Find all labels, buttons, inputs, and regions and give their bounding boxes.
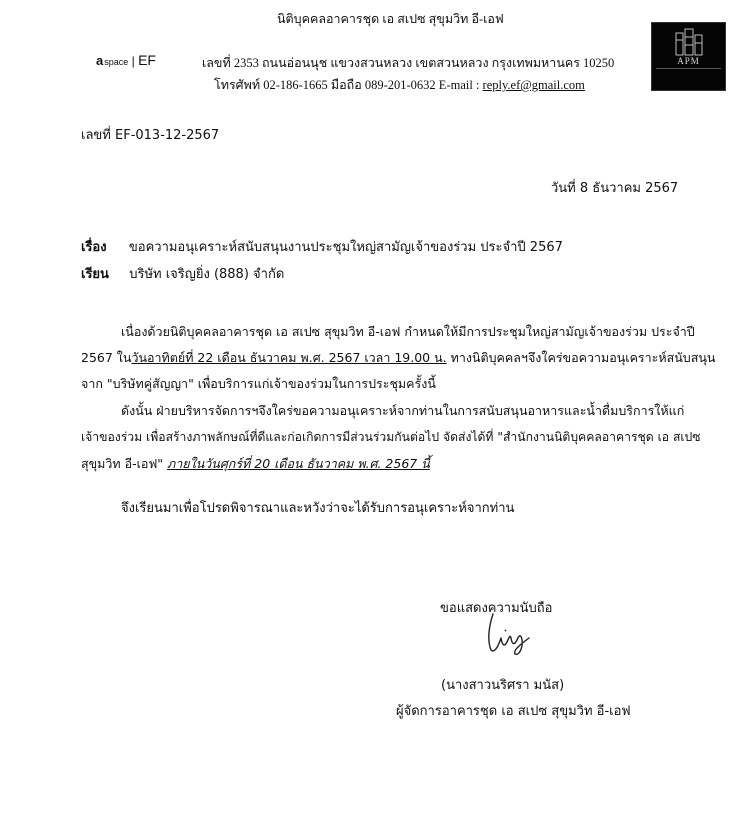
- document-date: วันที่ 8 ธันวาคม 2567: [551, 181, 679, 196]
- para1-line2: 2567 ในวันอาทิตย์ที่ 22 เดือน ธันวาคม พ.ศ. 2567 เวลา 19.00 น. ทางนิติบุคคลฯจึงใคร่ขอความอนุเคราะห์สนับสนุน: [81, 350, 716, 365]
- recipient-label: เรียน: [81, 267, 109, 282]
- recipient-text: บริษัท เจริญยิ่ง (888) จำกัด: [129, 267, 285, 282]
- org-name: นิติบุคคลอาคารชุด เอ สเปซ สุขุมวิท อี-เอฟ: [277, 12, 504, 26]
- subject-label: เรื่อง: [81, 240, 107, 255]
- para2-line3: สุขุมวิท อี-เอฟ" ภายในวันศุกร์ที่ 20 เดือน ธันวาคม พ.ศ. 2567 นี้: [81, 456, 430, 471]
- signature-image: [483, 610, 543, 658]
- document-number: เลขที่ EF-013-12-2567: [81, 128, 220, 143]
- left-logo: aspace | EF: [96, 52, 156, 68]
- meeting-date: วันอาทิตย์ที่ 22 เดือน ธันวาคม พ.ศ. 2567 เวลา 19.00 น.: [131, 350, 447, 365]
- apm-logo-text: APM: [677, 56, 700, 66]
- para1-line1: เนื่องด้วยนิติบุคคลอาคารชุด เอ สเปซ สุขุมวิท อี-เอฟ กำหนดให้มีการประชุมใหญ่สามัญเจ้าของร่วม ประจำปี: [121, 324, 695, 339]
- org-contact: โทรศัพท์ 02-186-1665 มือถือ 089-201-0632 E-mail : reply.ef@gmail.com: [214, 78, 585, 92]
- building-logo-icon: [651, 22, 726, 91]
- signer-position: ผู้จัดการอาคารชุด เอ สเปซ สุขุมวิท อี-เอฟ: [396, 704, 631, 719]
- subject-line: [81, 236, 563, 257]
- recipient-line: [81, 263, 284, 284]
- para2-line2: เจ้าของร่วม เพื่อสร้างภาพลักษณ์ที่ดีและก่อเกิดการมีส่วนร่วมกันต่อไป จัดส่งได้ที่ "สำนักงานนิติบุคคลอาคารชุด เอ สเปซ: [81, 430, 701, 444]
- para1-line3: จาก "บริษัทคู่สัญญา" เพื่อบริการแก่เจ้าของร่วมในการประชุมครั้งนี้: [81, 376, 436, 391]
- signer-name: (นางสาวนริศรา มนัส): [441, 678, 565, 693]
- org-address: เลขที่ 2353 ถนนอ่อนนุช แขวงสวนหลวง เขตสวนหลวง กรุงเทพมหานคร 10250: [202, 56, 615, 70]
- para3: จึงเรียนมาเพื่อโปรดพิจารณาและหวังว่าจะได้รับการอนุเคราะห์จากท่าน: [121, 501, 515, 516]
- closing-regards: ขอแสดงความนับถือ: [440, 601, 553, 616]
- subject-text: ขอความอนุเคราะห์สนับสนุนงานประชุมใหญ่สามัญเจ้าของร่วม ประจำปี 2567: [128, 240, 563, 255]
- para2-line1: ดังนั้น ฝ่ายบริหารจัดการฯจึงใคร่ขอความอนุเคราะห์จากท่านในการสนับสนุนอาหารและน้ำดื่มบริการให้แก่: [121, 403, 685, 418]
- email-link[interactable]: reply.ef@gmail.com: [482, 78, 585, 92]
- deadline-date: ภายในวันศุกร์ที่ 20 เดือน ธันวาคม พ.ศ. 2567 นี้: [167, 456, 430, 471]
- apm-logo-rule: [656, 68, 721, 69]
